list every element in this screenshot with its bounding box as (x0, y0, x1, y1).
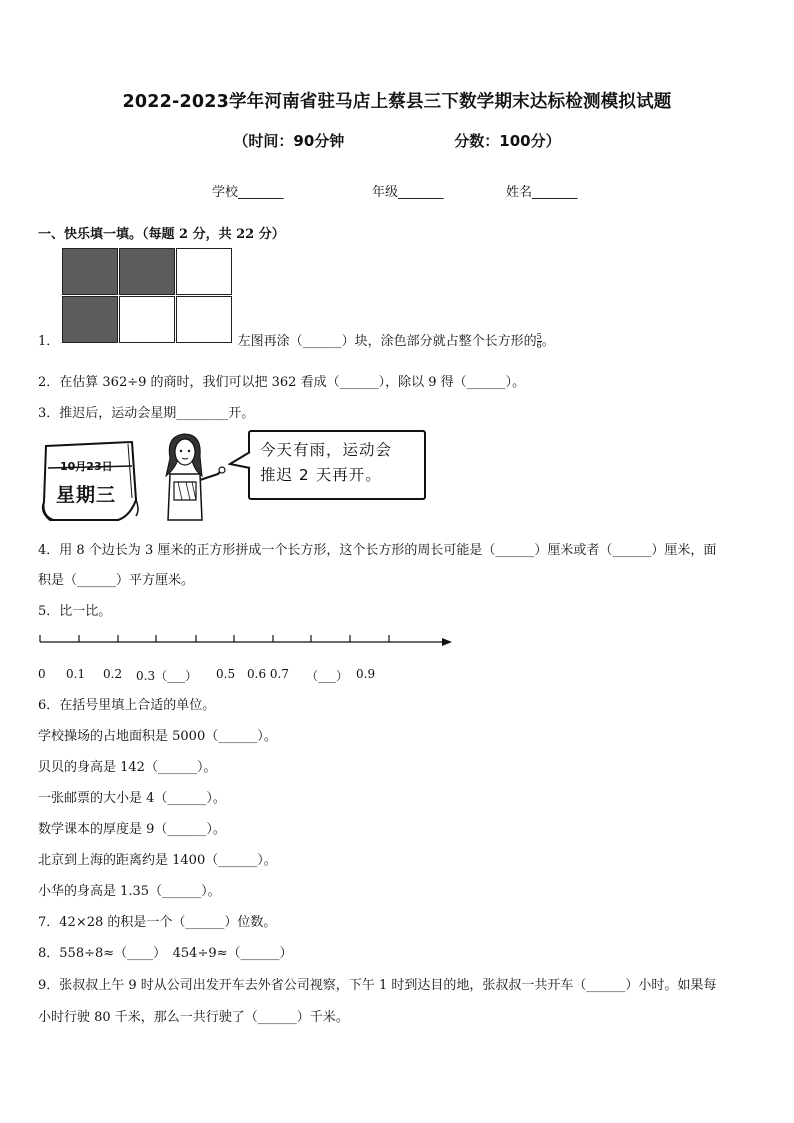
number-line-label: 0.6 0.7 (247, 667, 289, 681)
question-3: 3．推迟后，运动会星期________开。 (38, 406, 255, 421)
exam-subtitle (0, 130, 794, 151)
score-label: 分数：100分） (454, 132, 561, 150)
q6-item: 小华的身高是 1.35（______）。 (38, 884, 221, 899)
q6-item: 一张邮票的大小是 4（______）。 (38, 791, 226, 806)
calendar-date: 10月23日 (60, 460, 113, 473)
calendar-weekday: 星期三 (56, 484, 117, 506)
question-1 (38, 332, 555, 352)
number-line-label: 0 (38, 667, 46, 681)
number-line-label: （___） (306, 669, 349, 683)
q6-item: 贝贝的身高是 142（______）。 (38, 760, 217, 775)
time-label: （时间：90分钟 (233, 132, 345, 150)
number-line (38, 630, 458, 650)
q6-item: 学校操场的占地面积是 5000（______）。 (38, 729, 277, 744)
question-7: 7．42×28 的积是一个（______）位数。 (38, 915, 277, 930)
grid-cell-shaded (119, 248, 175, 295)
grid-cell (176, 248, 232, 295)
question-6: 6．在括号里填上合适的单位。 (38, 698, 216, 713)
shaded-rectangle-grid (62, 248, 232, 344)
speech-line-1: 今天有雨，运动会 (260, 441, 393, 459)
q1-number: 1． (38, 334, 60, 349)
fraction-numerator: 5 (536, 332, 542, 341)
speech-bubble-tail (228, 448, 252, 472)
number-line-label: 0.5 (216, 667, 236, 681)
grid-cell-shaded (62, 248, 118, 295)
q1-blank: ______ (302, 334, 342, 349)
grade-field: 年级_______ (372, 185, 444, 200)
question-2: 2．在估算 362÷9 的商时，我们可以把 362 看成（______），除以 9 得（______）。 (38, 375, 526, 390)
number-line-label: 0.3（___） (136, 669, 198, 683)
question-4-line-1: 4．用 8 个边长为 3 厘米的正方形拼成一个长方形，这个长方形的周长可能是（______）厘米或者（______）厘米，面 (38, 543, 717, 558)
number-line-label: 0.1 (66, 667, 86, 681)
q1-text-a: 左图再涂（ (237, 334, 303, 349)
speech-line-2: 推迟 2 天再开。 (260, 466, 382, 484)
teacher-illustration (152, 430, 232, 522)
fraction-denominator: 6 (536, 341, 542, 350)
q1-text-b: ）块，涂色部分就占整个长方形的 (341, 334, 537, 349)
exam-title: 2022-2023学年河南省驻马店上蔡县三下数学期末达标检测模拟试题 (122, 92, 672, 112)
number-line-label: 0.2 (103, 667, 123, 681)
q1-text-c: 。 (541, 334, 555, 349)
question-9-line-1: 9．张叔叔上午 9 时从公司出发开车去外省公司视察，下午 1 时到达目的地，张叔叔一共开车（______）小时。如果每 (38, 978, 717, 993)
speech-bubble (248, 430, 426, 500)
question-8: 8．558÷8≈（____） 454÷9≈（______） (38, 946, 293, 961)
name-field: 姓名_______ (506, 185, 578, 200)
question-9-line-2: 小时行驶 80 千米，那么一共行驶了（______）千米。 (38, 1010, 349, 1025)
question-4-line-2: 积是（______）平方厘米。 (38, 573, 195, 588)
question-5: 5．比一比。 (38, 604, 112, 619)
q6-item: 北京到上海的距离约是 1400（______）。 (38, 853, 277, 868)
section-heading: 一、快乐填一填。（每题 2 分，共 22 分） (38, 227, 285, 242)
q6-item: 数学课本的厚度是 9（______）。 (38, 822, 226, 837)
school-field: 学校_______ (212, 185, 284, 200)
number-line-label: 0.9 (356, 667, 376, 681)
